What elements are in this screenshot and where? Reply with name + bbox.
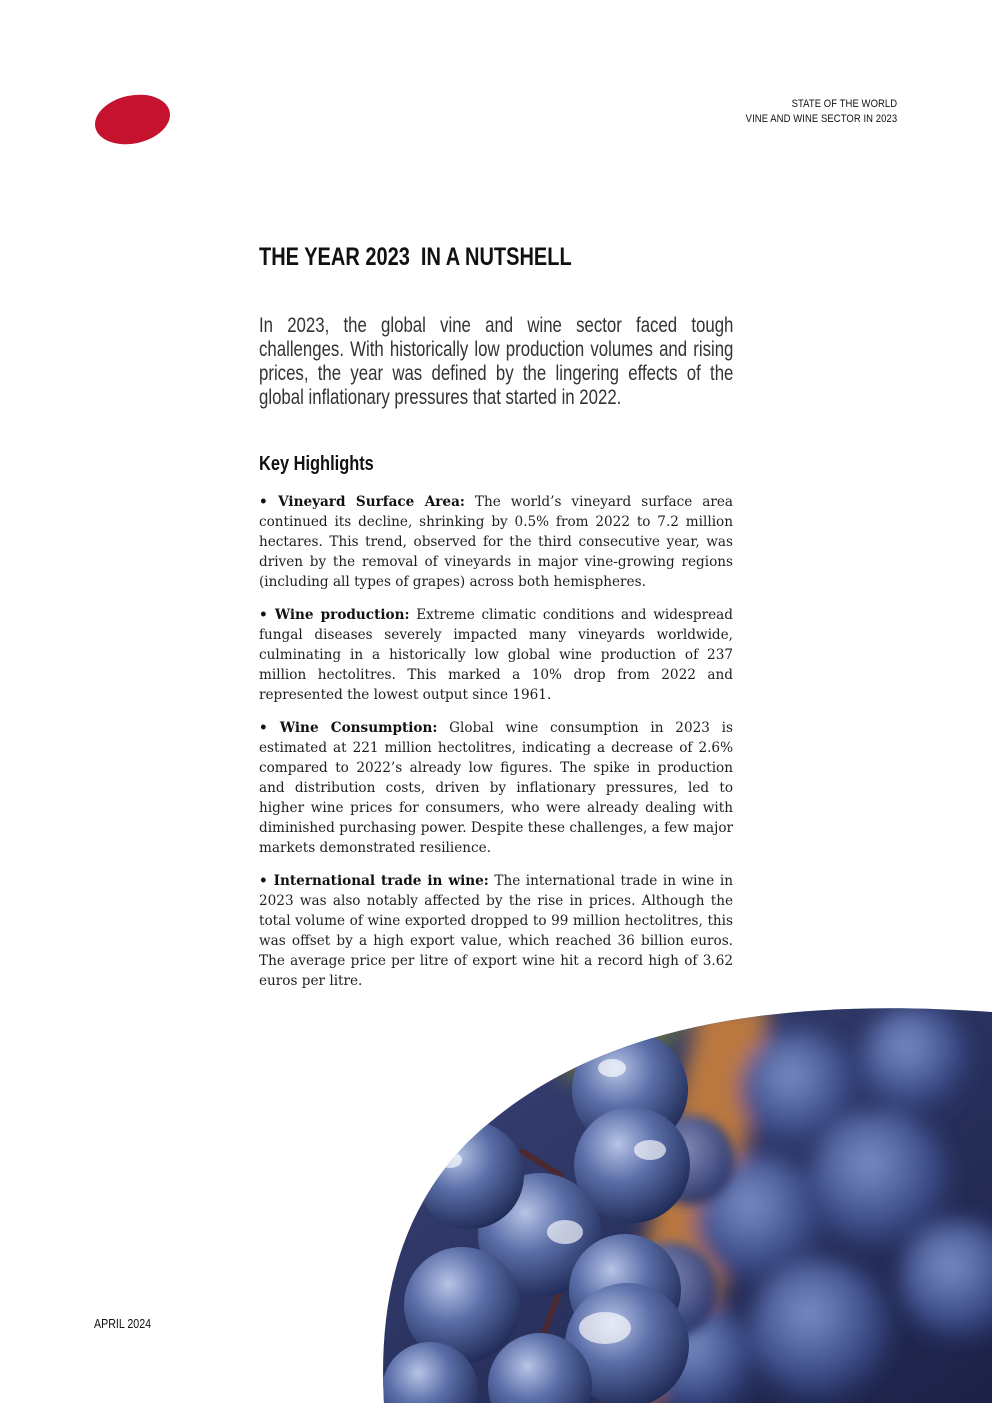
- highlight-wine-production: [259, 605, 733, 705]
- report-header: [721, 97, 897, 127]
- highlight-text: The international trade in wine in 2023 was also notably affected by the rise in prices. Although the total volume of wine exported dropped to 99 million hectolitres, this was offset by a high export value, which reached 36 billion euros. The average price per litre of export wine hit a record high of 3.62 euros per litre.: [259, 873, 733, 989]
- highlight-label: • International trade in wine:: [259, 873, 489, 889]
- intro-section: [259, 314, 734, 410]
- publication-date: APRIL 2024: [94, 1316, 152, 1331]
- highlight-label: • Wine production:: [259, 607, 410, 623]
- key-highlights-heading: Key Highlights: [259, 453, 374, 475]
- highlight-text: Extreme climatic conditions and widespread fungal diseases severely impacted many vineyards worldwide, culminating in a historically low global wine production of 237 million hectolitres. This marked a 10% drop from 2022 and represented the lowest output since 1961.: [259, 607, 733, 703]
- highlight-label: • Wine Consumption:: [259, 720, 438, 736]
- highlights-list: [259, 492, 733, 1004]
- intro-paragraph: In 2023, the global vine and wine sector faced tough challenges. With historically low production volumes and rising prices, the year was defined by the lingering effects of the global inflationary pressures that started in 2022.: [259, 314, 734, 409]
- highlight-text: The world’s vineyard surface area continued its decline, shrinking by 0.5% from 2022 to 7.2 million hectares. This trend, observed for the third consecutive year, was driven by the removal of vineyards in major vine-growing regions (including all types of grapes) across both hemispheres.: [259, 494, 733, 590]
- header-line-2: VINE AND WINE SECTOR IN 2023: [745, 113, 897, 125]
- highlight-international-trade: [259, 871, 733, 991]
- page-title: THE YEAR 2023 IN A NUTSHELL: [259, 243, 572, 271]
- header-line-1: STATE OF THE WORLD: [791, 98, 897, 110]
- highlight-wine-consumption: [259, 718, 733, 858]
- highlight-vineyard-surface: [259, 492, 733, 592]
- oiv-logo: [94, 94, 171, 145]
- highlight-label: • Vineyard Surface Area:: [259, 494, 465, 510]
- highlight-text: Global wine consumption in 2023 is estimated at 221 million hectolitres, indicating a decrease of 2.6% compared to 2022’s already low figures. The spike in production and distribution costs, driven by inflationary pressures, led to higher wine prices for consumers, who were already dealing with diminished purchasing power. Despite these challenges, a few major markets demonstrated resilience.: [259, 720, 734, 856]
